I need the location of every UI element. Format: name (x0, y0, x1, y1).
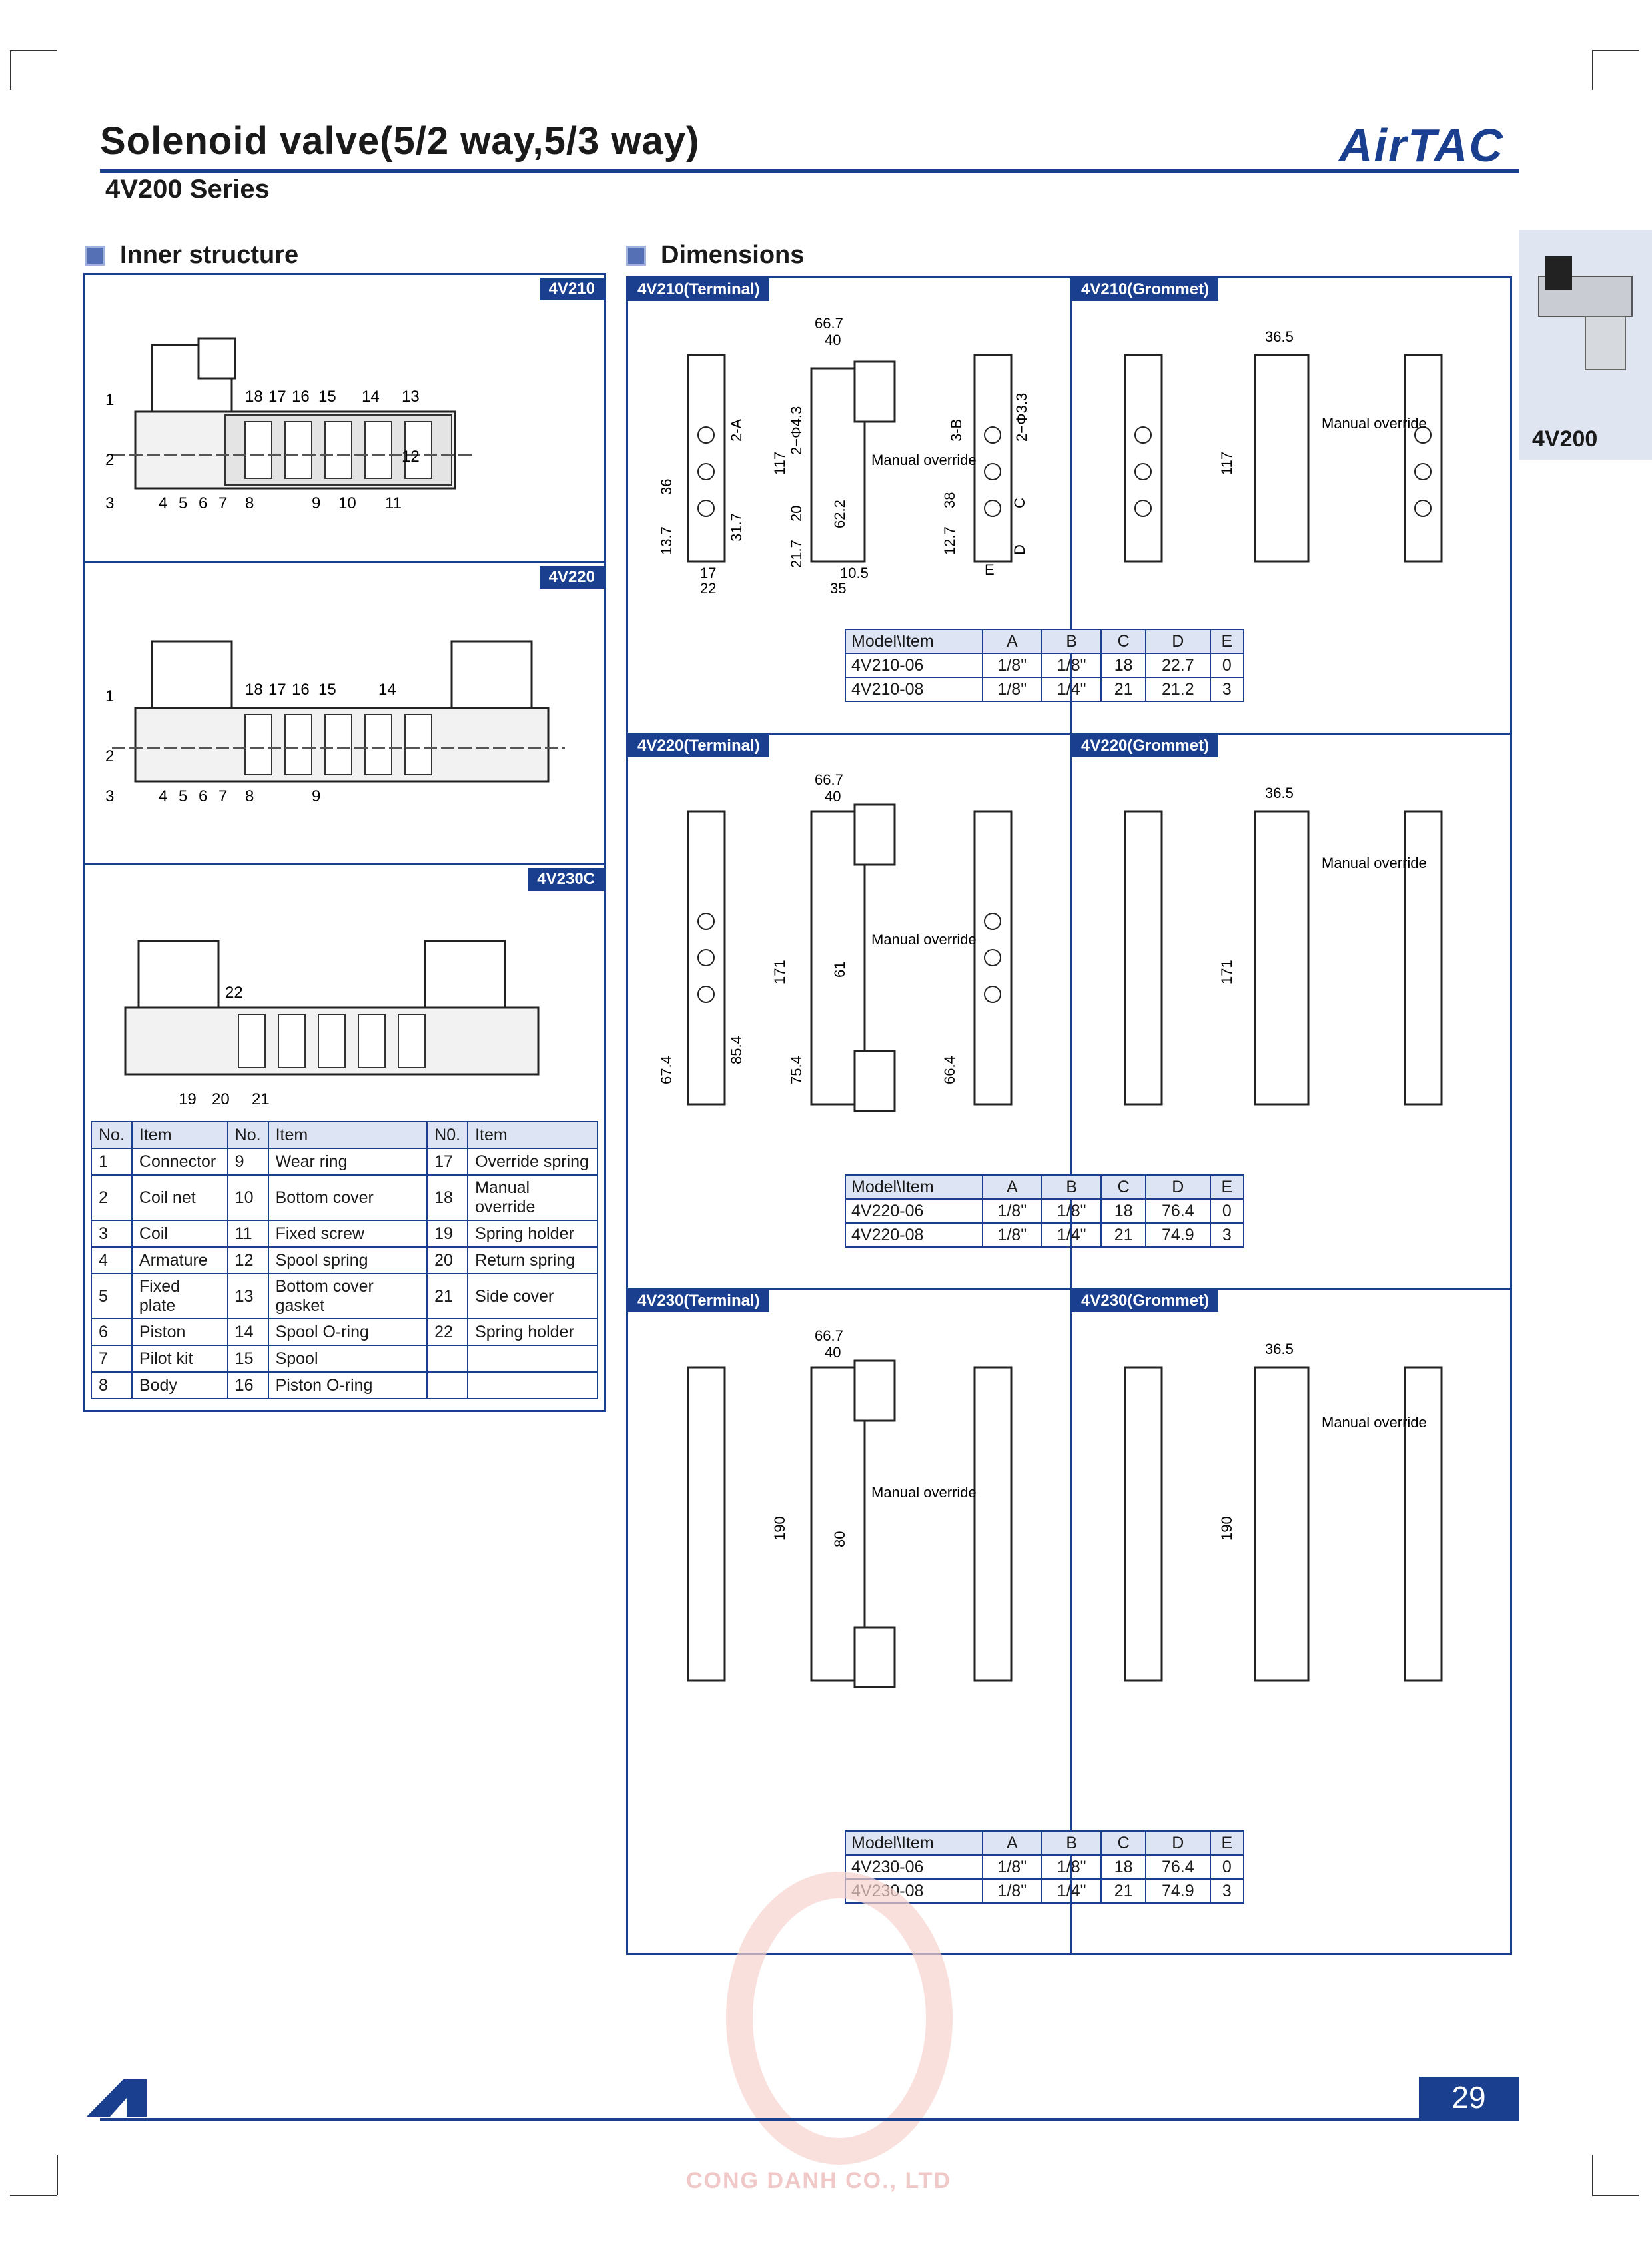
inner-structure-heading-text: Inner structure (120, 241, 299, 269)
tag-4v230c: 4V230C (528, 868, 604, 891)
table-row (845, 1223, 1244, 1247)
cell: 1/4" (1042, 677, 1101, 701)
cell (468, 1372, 598, 1399)
dim-width-top: 66.7 (815, 771, 843, 788)
label-c: C (1011, 498, 1028, 508)
cell: Spool O-ring (268, 1319, 428, 1345)
callout-7: 7 (218, 787, 228, 805)
crop-mark-tl-v (10, 50, 11, 90)
table-header-row (845, 629, 1244, 653)
header-rule (100, 169, 1519, 173)
callout-7: 7 (218, 494, 228, 512)
cell: 76.4 (1146, 1199, 1210, 1223)
cell: 6 (91, 1319, 132, 1345)
dim-62-2: 62.2 (831, 500, 848, 528)
bullet-square-icon (85, 246, 105, 266)
crop-mark-tr (1592, 50, 1639, 51)
callout-4: 4 (159, 494, 168, 512)
header-cell: D (1146, 1831, 1210, 1855)
callout-9: 9 (312, 494, 321, 512)
tag-4v210-terminal: 4V210(Terminal) (628, 278, 769, 301)
callout-8: 8 (245, 494, 254, 512)
cell: Piston O-ring (268, 1372, 428, 1399)
cell: 1 (91, 1148, 132, 1175)
dim-width-top: 36.5 (1265, 785, 1294, 801)
callout-15: 15 (318, 681, 336, 699)
cell: 18 (1101, 653, 1145, 677)
cell: 18 (427, 1175, 468, 1220)
callout-20: 20 (212, 1090, 230, 1108)
callout-2: 2 (105, 747, 115, 765)
tag-4v230-terminal: 4V230(Terminal) (628, 1290, 769, 1312)
cell: Armature (132, 1247, 228, 1274)
dim-height: 190 (771, 1516, 788, 1541)
cell: 4V230-08 (845, 1879, 983, 1903)
callout-15: 15 (318, 388, 336, 406)
dim-width-top: 36.5 (1265, 328, 1294, 345)
cell: 21 (1101, 1223, 1145, 1247)
cell: 2 (91, 1175, 132, 1220)
cell: Fixed screw (268, 1220, 428, 1247)
cell (468, 1345, 598, 1372)
dim-80: 80 (831, 1531, 848, 1547)
dim-width-top: 66.7 (815, 1327, 843, 1344)
cell: 4V230-06 (845, 1855, 983, 1879)
dim-31-7: 31.7 (728, 513, 745, 542)
callout-21: 21 (252, 1090, 270, 1108)
cell: 13 (228, 1274, 268, 1319)
cell: Wear ring (268, 1148, 428, 1175)
cell: Fixed plate (132, 1274, 228, 1319)
cell: 1/4" (1042, 1223, 1101, 1247)
callout-11: 11 (385, 494, 402, 512)
series-subtitle: 4V200 Series (105, 175, 270, 204)
dim-20: 20 (788, 505, 805, 522)
label-manual-override: Manual override (871, 452, 977, 468)
callout-13: 13 (402, 388, 420, 406)
dim-height: 190 (1218, 1516, 1235, 1541)
table-row (845, 677, 1244, 701)
crop-mark-tl (10, 50, 57, 51)
page-number: 29 (1419, 2077, 1519, 2118)
callout-17: 17 (268, 388, 286, 406)
cell: 1/8" (1042, 653, 1101, 677)
table-header-row (91, 1122, 598, 1148)
dim-75-4: 75.4 (788, 1056, 805, 1084)
dim-drawing-4v220-terminal (641, 765, 1068, 1138)
cell: 11 (228, 1220, 268, 1247)
cell: 14 (228, 1319, 268, 1345)
cell: 4V220-08 (845, 1223, 983, 1247)
label-3-b: 3-B (948, 418, 965, 442)
cell: 7 (91, 1345, 132, 1372)
callout-4: 4 (159, 787, 168, 805)
cell: 4V220-06 (845, 1199, 983, 1223)
header-cell: A (983, 1175, 1042, 1199)
panel-divider (1070, 278, 1072, 1953)
callout-18: 18 (245, 681, 263, 699)
dim-22: 22 (700, 580, 717, 597)
dim-height: 171 (771, 960, 788, 984)
header-cell: E (1210, 1831, 1244, 1855)
section-drawing-4v220 (99, 608, 592, 821)
dim-21-7: 21.7 (788, 540, 805, 568)
cell: 12 (228, 1247, 268, 1274)
label-2-a: 2-A (728, 418, 745, 442)
label-manual-override: Manual override (1322, 855, 1427, 871)
tag-4v220-terminal: 4V220(Terminal) (628, 735, 769, 757)
dim-17: 17 (700, 565, 717, 581)
callout-3: 3 (105, 494, 115, 512)
crop-mark-br (1592, 2195, 1639, 2196)
cell: Manual override (468, 1175, 598, 1220)
cell: 22 (427, 1319, 468, 1345)
callout-17: 17 (268, 681, 286, 699)
table-header-row (845, 1175, 1244, 1199)
cell: 0 (1210, 1855, 1244, 1879)
label-e: E (985, 562, 995, 578)
callout-3: 3 (105, 787, 115, 805)
cell: Spring holder (468, 1319, 598, 1345)
cell: 0 (1210, 653, 1244, 677)
footer-rule (100, 2118, 1519, 2121)
tag-4v210-grommet: 4V210(Grommet) (1072, 278, 1218, 301)
header-cell: C (1101, 1831, 1145, 1855)
callout-8: 8 (245, 787, 254, 805)
label-d: D (1011, 544, 1028, 555)
callout-5: 5 (179, 494, 188, 512)
cell: 3 (1210, 677, 1244, 701)
header-cell: N0. (427, 1122, 468, 1148)
callout-6: 6 (199, 787, 208, 805)
dim-drawing-4v210-terminal (641, 308, 1068, 628)
inner-structure-panel (83, 273, 606, 1412)
crop-mark-bl (10, 2195, 57, 2196)
cell: 1/4" (1042, 1879, 1101, 1903)
tag-4v220-grommet: 4V220(Grommet) (1072, 735, 1218, 757)
cell: 3 (1210, 1223, 1244, 1247)
cell: 21.2 (1146, 677, 1210, 701)
header-cell: E (1210, 1175, 1244, 1199)
dim-height: 117 (771, 451, 788, 475)
header-cell: D (1146, 1175, 1210, 1199)
brand-logo: AirTAC (1339, 119, 1504, 171)
dim-drawing-4v210-grommet (1085, 308, 1505, 628)
label-hole-small: 2−Φ3.3 (1013, 392, 1030, 442)
parts-table (91, 1121, 598, 1399)
bullet-square-icon (626, 246, 646, 266)
cell: Spring holder (468, 1220, 598, 1247)
cell: 15 (228, 1345, 268, 1372)
cell: 21 (427, 1274, 468, 1319)
table-row (91, 1175, 598, 1220)
label-hole-large: 2−Φ4.3 (788, 406, 805, 455)
cell: 17 (427, 1148, 468, 1175)
panel-divider (85, 863, 604, 865)
dim-height: 117 (1218, 451, 1235, 475)
watermark-text: CONG DANH CO., LTD (686, 2168, 952, 2193)
header-cell: B (1042, 1831, 1101, 1855)
cell: 1/8" (983, 653, 1042, 677)
cell: Pilot kit (132, 1345, 228, 1372)
cell: Spool spring (268, 1247, 428, 1274)
cell: Connector (132, 1148, 228, 1175)
cell: 21 (1101, 1879, 1145, 1903)
cell: 1/8" (983, 1855, 1042, 1879)
section-drawing-4v230c (112, 915, 578, 1114)
cell: 5 (91, 1274, 132, 1319)
cell: 1/8" (1042, 1199, 1101, 1223)
callout-14: 14 (378, 681, 396, 699)
table-row (91, 1372, 598, 1399)
dimensions-heading-text: Dimensions (661, 241, 805, 269)
header-cell: Model\Item (845, 629, 983, 653)
header-cell: D (1146, 629, 1210, 653)
cell: 1/8" (983, 1879, 1042, 1903)
label-manual-override: Manual override (871, 931, 977, 948)
header-cell: No. (228, 1122, 268, 1148)
dim-85-4: 85.4 (728, 1036, 745, 1064)
cell: 1/8" (983, 677, 1042, 701)
dim-width-inner: 40 (825, 788, 841, 805)
cell: 74.9 (1146, 1223, 1210, 1247)
cell: 76.4 (1146, 1855, 1210, 1879)
dim-height: 171 (1218, 960, 1235, 984)
table-row (845, 653, 1244, 677)
header-cell: Item (132, 1122, 228, 1148)
cell: 3 (91, 1220, 132, 1247)
crop-mark-br-v (1592, 2155, 1593, 2195)
callout-16: 16 (292, 388, 310, 406)
header-cell: No. (91, 1122, 132, 1148)
cell: 10 (228, 1175, 268, 1220)
callout-9: 9 (312, 787, 321, 805)
callout-2: 2 (105, 451, 115, 469)
cell: 21 (1101, 677, 1145, 701)
cell: 74.9 (1146, 1879, 1210, 1903)
cell: Side cover (468, 1274, 598, 1319)
header-cell: C (1101, 629, 1145, 653)
label-manual-override: Manual override (871, 1484, 977, 1501)
dimensions-heading (626, 241, 804, 270)
inner-structure-heading (85, 241, 298, 270)
cell: 8 (91, 1372, 132, 1399)
table-row (845, 1199, 1244, 1223)
table-header-row (845, 1831, 1244, 1855)
callout-5: 5 (179, 787, 188, 805)
cell: Body (132, 1372, 228, 1399)
dim-66-4: 66.4 (941, 1056, 958, 1084)
tag-4v230-grommet: 4V230(Grommet) (1072, 1290, 1218, 1312)
cell: Bottom cover gasket (268, 1274, 428, 1319)
callout-6: 6 (199, 494, 208, 512)
panel-divider (85, 562, 604, 563)
callout-18: 18 (245, 388, 263, 406)
side-tab (1519, 230, 1652, 460)
label-manual-override: Manual override (1322, 1414, 1427, 1431)
dim-13-7: 13.7 (658, 526, 675, 555)
cell: 19 (427, 1220, 468, 1247)
crop-mark-bl-v (57, 2155, 58, 2195)
cell: Coil (132, 1220, 228, 1247)
header-cell: B (1042, 629, 1101, 653)
table-row (91, 1220, 598, 1247)
model-table-4v220 (845, 1174, 1244, 1248)
page-title: Solenoid valve(5/2 way,5/3 way) (100, 119, 700, 163)
cell (427, 1345, 468, 1372)
dim-61: 61 (831, 961, 848, 978)
label-manual-override: Manual override (1322, 415, 1427, 432)
callout-19: 19 (179, 1090, 197, 1108)
tag-4v210: 4V210 (540, 278, 604, 300)
callout-1: 1 (105, 687, 115, 705)
cell: Coil net (132, 1175, 228, 1220)
table-row (91, 1345, 598, 1372)
cell: 3 (1210, 1879, 1244, 1903)
cell (427, 1372, 468, 1399)
callout-16: 16 (292, 681, 310, 699)
cell: Override spring (468, 1148, 598, 1175)
table-row (91, 1319, 598, 1345)
dim-35: 35 (830, 580, 847, 597)
header-cell: A (983, 1831, 1042, 1855)
cell: 9 (228, 1148, 268, 1175)
cell: 1/8" (983, 1223, 1042, 1247)
callout-14: 14 (362, 388, 380, 406)
cell: Return spring (468, 1247, 598, 1274)
dim-38: 38 (941, 492, 958, 508)
dim-drawing-4v230-grommet (1085, 1321, 1505, 1714)
cell: 18 (1101, 1199, 1145, 1223)
dim-12-7: 12.7 (941, 526, 958, 555)
dim-width-top: 66.7 (815, 315, 843, 332)
crop-mark-tr-v (1592, 50, 1593, 90)
cell: 0 (1210, 1199, 1244, 1223)
cell: 4V210-08 (845, 677, 983, 701)
dim-10-5: 10.5 (840, 565, 869, 581)
cell: 1/8" (983, 1199, 1042, 1223)
dim-drawing-4v230-terminal (641, 1321, 1068, 1714)
cell: 1/8" (1042, 1855, 1101, 1879)
header-cell: Model\Item (845, 1175, 983, 1199)
table-row (91, 1247, 598, 1274)
table-row (91, 1274, 598, 1319)
header-cell: Item (468, 1122, 598, 1148)
cell: Bottom cover (268, 1175, 428, 1220)
callout-12: 12 (402, 448, 420, 466)
callout-10: 10 (338, 494, 356, 512)
header-cell: B (1042, 1175, 1101, 1199)
callout-22: 22 (225, 984, 243, 1002)
dim-67-4: 67.4 (658, 1056, 675, 1084)
header-cell: Model\Item (845, 1831, 983, 1855)
footer-logo-icon (83, 2078, 150, 2118)
model-table-4v210 (845, 629, 1244, 702)
table-row (91, 1148, 598, 1175)
product-thumbnail (1519, 230, 1652, 396)
header-cell: C (1101, 1175, 1145, 1199)
dim-width-inner: 40 (825, 1344, 841, 1361)
cell: 20 (427, 1247, 468, 1274)
dim-36: 36 (658, 478, 675, 495)
dim-width-top: 36.5 (1265, 1341, 1294, 1357)
header-cell: A (983, 629, 1042, 653)
dim-drawing-4v220-grommet (1085, 765, 1505, 1138)
header-cell: Item (268, 1122, 428, 1148)
cell: Piston (132, 1319, 228, 1345)
cell: 4V210-06 (845, 653, 983, 677)
tag-4v220: 4V220 (540, 566, 604, 589)
header-cell: E (1210, 629, 1244, 653)
section-drawing-4v210 (99, 315, 565, 542)
callout-1: 1 (105, 391, 115, 409)
dimensions-panel (626, 276, 1512, 1955)
cell: 18 (1101, 1855, 1145, 1879)
side-tab-label: 4V200 (1532, 426, 1598, 452)
cell: 22.7 (1146, 653, 1210, 677)
cell: Spool (268, 1345, 428, 1372)
cell: 16 (228, 1372, 268, 1399)
dim-width-inner: 40 (825, 332, 841, 348)
cell: 4 (91, 1247, 132, 1274)
